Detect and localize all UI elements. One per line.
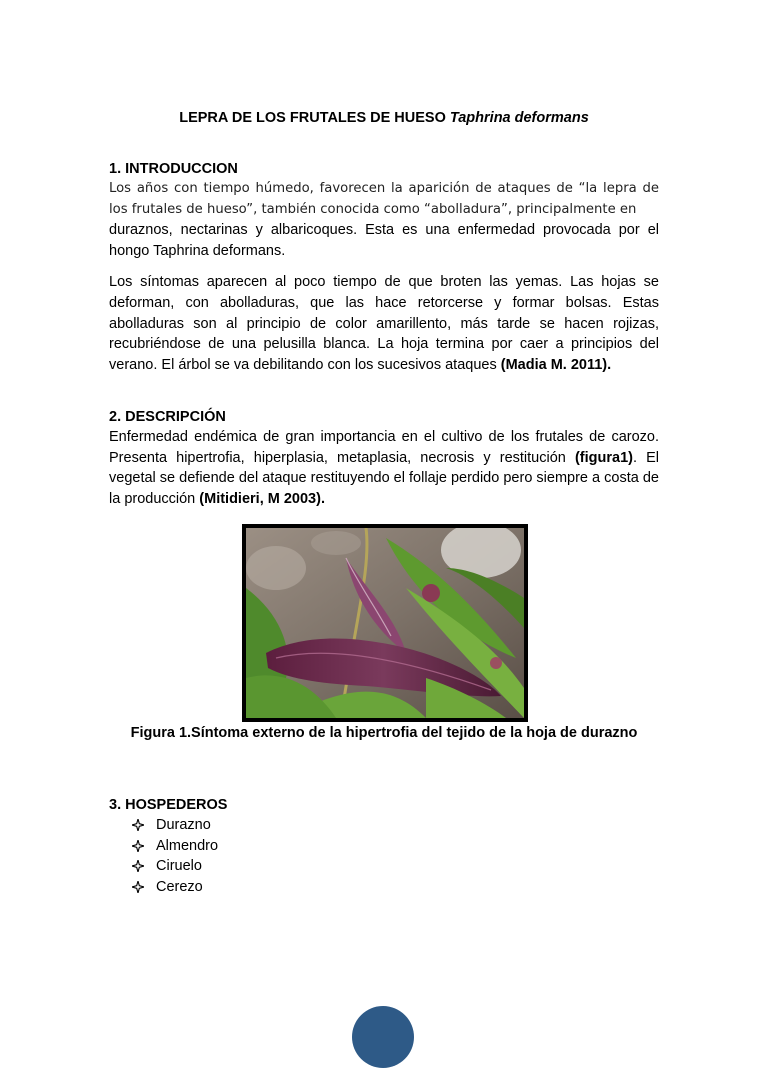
description-heading-number: 2 xyxy=(109,409,118,425)
list-item xyxy=(132,877,659,898)
intro-section xyxy=(109,159,659,375)
list-item xyxy=(132,815,659,836)
intro-p2-text: Los síntomas aparecen al poco tiempo de que broten las yemas. Las hojas se deforman, con abolladuras, que las hace retorcerse y formar bolsas. Estas abolladuras son al principio de color amarillento, más tarde se hacen rojizas, recubriéndose de una pelusilla blanca. La hoja termina por caer a principios del verano. El árbol se va debilitando con los sucesivos ataques xyxy=(109,274,659,373)
diamond-bullet-icon xyxy=(132,819,156,831)
intro-p2-reference: (Madia M. 2011). xyxy=(500,356,612,373)
host-label: Almendro xyxy=(156,837,219,854)
host-label: Cerezo xyxy=(156,878,203,895)
description-heading xyxy=(109,407,659,427)
title-main: LEPRA DE LOS FRUTALES DE HUESO xyxy=(179,110,446,126)
peach-leaf-curl-photo xyxy=(246,528,524,718)
diamond-bullet-icon xyxy=(132,860,156,872)
description-paragraph xyxy=(109,427,659,509)
description-section xyxy=(109,407,659,509)
list-item xyxy=(132,836,659,857)
host-label: Ciruelo xyxy=(156,858,202,875)
figure-1-caption: Figura 1.Síntoma externo de la hipertrofia del tejido de la hoja de durazno xyxy=(130,725,638,741)
diamond-bullet-icon xyxy=(132,840,156,852)
hosts-heading: 3. HOSPEDEROS xyxy=(109,797,228,813)
intro-heading: 1. INTRODUCCION xyxy=(109,161,238,177)
intro-paragraph-1b: duraznos, nectarinas y albaricoques. Esta es una enfermedad provocada por el hongo Taphrina deformans. xyxy=(109,222,659,259)
description-text-a: Enfermedad endémica de gran importancia en el cultivo de los frutales de carozo. Presenta hipertrofia, hiperplasia, metaplasia, necrosis y restitución xyxy=(109,429,659,466)
description-text-b: . El vegetal se defiende del ataque restituyendo el follaje perdido pero siempre a costa de la producción xyxy=(109,449,660,507)
hosts-section xyxy=(109,795,659,897)
figure-1-photo xyxy=(242,524,528,722)
host-label: Durazno xyxy=(156,817,211,833)
intro-paragraph-1a: Los años con tiempo húmedo, favorecen la aparición de ataques de “la lepra de los frutales de hueso”, también conocida como “abolladura”, principalmente en xyxy=(109,181,659,217)
title-scientific-name: Taphrina deformans xyxy=(449,110,589,126)
description-reference: (Mitidieri, M 2003). xyxy=(199,490,325,507)
figure-reference: (figura1) xyxy=(574,449,633,466)
intro-paragraph-2 xyxy=(109,272,659,375)
document-title xyxy=(0,109,768,127)
diamond-bullet-icon xyxy=(132,881,156,893)
hosts-list xyxy=(109,815,659,897)
page-number-badge xyxy=(352,1006,414,1068)
list-item xyxy=(132,856,659,877)
description-heading-text: . DESCRIPCIÓN xyxy=(117,409,226,425)
